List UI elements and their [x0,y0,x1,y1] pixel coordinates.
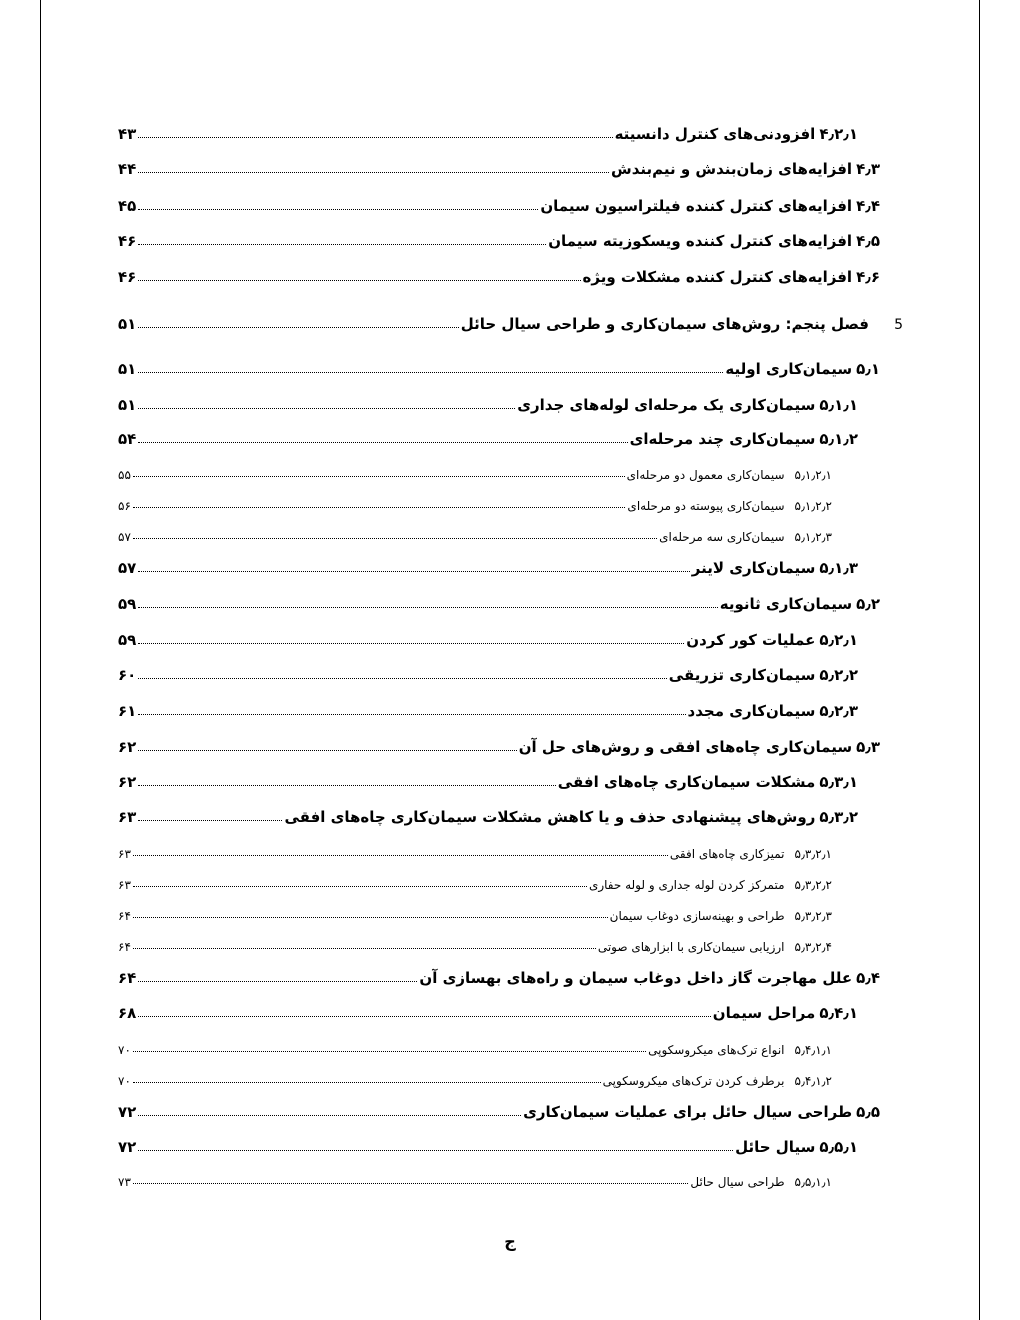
toc-entry-number: ۵٫۴٫۱ [819,1004,858,1022]
toc-entry[interactable] [118,555,880,577]
toc-entry-number: ۵٫۳٫۲٫۱ [794,847,832,861]
toc-entry[interactable] [118,769,880,791]
dot-leader [138,407,515,409]
toc-entry-title: سیمان‌کاری لاینر [691,559,816,577]
toc-entry-page: ۵۱ [118,315,137,333]
dot-leader [133,916,608,918]
dot-leader [133,506,626,508]
toc-entry-title: سیمان‌کاری سه مرحله‌ای [659,530,785,544]
toc-entry-number: ۵٫۵٫۱ [819,1138,858,1156]
dot-leader [138,606,717,608]
dot-leader [138,279,580,281]
toc-entry-number: ۵٫۵ [856,1103,880,1121]
toc-entry-title: علل مهاجرت گاز داخل دوغاب سیمان و راه‌های بهسازی آن [419,969,853,987]
toc-entry-number: ۵٫۳٫۲ [819,808,858,826]
toc-entry[interactable] [118,1066,880,1088]
toc-entry-title: طراحی سیال حائل [690,1175,785,1189]
toc-entry-page: ۵۱ [118,360,137,378]
toc-entry-title: افزایه‌های زمان‌بندش و نیم‌بندش [611,160,853,178]
toc-entry-title: متمرکز کردن لوله جداری و لوله حفاری [588,878,785,892]
toc-entry[interactable] [118,1099,880,1121]
dot-leader [138,1015,710,1017]
toc-entry-page: ۶۲ [118,773,137,791]
toc-entry[interactable] [118,804,880,826]
toc-entry-number: ۵٫۱٫۲٫۳ [794,530,832,544]
toc-entry-number: ۴٫۶ [856,268,880,286]
toc-entry-title: سیمان‌کاری یک مرحله‌ای لوله‌های جداری [517,396,816,414]
toc-entry-title: افزودنی‌های کنترل دانسیته [614,125,816,143]
toc-entry[interactable] [118,662,880,684]
toc-entry[interactable] [118,426,880,448]
toc-entry-page: ۶۳ [118,808,137,826]
toc-entry[interactable] [118,121,880,143]
dot-leader [138,1149,733,1151]
toc-entry-number: ۵٫۳٫۲٫۳ [794,909,832,923]
toc-entry-number: ۵٫۲٫۲ [819,666,858,684]
dot-leader [133,854,668,856]
toc-entry-title: روش‌های پیشنهادی حذف و یا کاهش مشکلات سیمان‌کاری چاه‌های افقی [284,808,816,826]
toc-entry-page: ۷۲ [118,1138,137,1156]
toc-entry-page: ۶۴ [118,940,131,954]
toc-entry-page: ۴۴ [118,160,137,178]
toc-entry-title: ارزیابی سیمان‌کاری با ابزارهای صوتی [597,940,785,954]
toc-entry-title: افزایه‌های کنترل کننده فیلتراسیون سیمان [540,197,853,215]
toc-entry-number: ۵٫۱٫۲٫۲ [794,499,832,513]
dot-leader [138,326,458,328]
toc-entry-page: ۶۴ [118,969,137,987]
toc-entry[interactable] [118,591,880,613]
toc-entry[interactable] [118,627,880,649]
dot-leader [138,713,685,715]
dot-leader [138,1114,521,1116]
dot-leader [138,642,684,644]
toc-entry-title: طراحی و بهینه‌سازی دوغاب سیمان [609,909,785,923]
dot-leader [133,1182,689,1184]
toc-entry-page: ۵۴ [118,430,137,448]
toc-entry-number: ۵٫۴ [856,969,880,987]
toc-entry-number: ۵٫۵٫۱٫۱ [794,1175,832,1189]
toc-entry[interactable] [118,356,880,378]
toc-entry[interactable] [118,228,880,250]
toc-entry-page: ۶۴ [118,909,131,923]
toc-entry-page: ۵۵ [118,468,131,482]
toc-entry-page: ۵۹ [118,631,137,649]
toc-entry-number: ۴٫۵ [856,232,880,250]
dot-leader [133,537,657,539]
toc-entry[interactable] [118,460,880,482]
toc-entry-page: ۵۷ [118,559,137,577]
toc-entry[interactable] [118,264,880,286]
dot-leader [133,1081,601,1083]
toc-entry[interactable] [118,839,880,861]
toc-entry-page: ۵۶ [118,499,131,513]
toc-entry-number: ۵٫۱٫۱ [819,396,858,414]
dot-leader [138,980,417,982]
toc-entry-page: ۶۳ [118,878,131,892]
toc-entry[interactable] [118,193,880,215]
toc-entry-number: ۵٫۱ [856,360,880,378]
toc-entry[interactable] [118,901,880,923]
toc-entry-title: افزایه‌های کنترل کننده مشکلات ویژه [582,268,853,286]
toc-entry-number: ۵٫۴٫۱٫۲ [794,1074,832,1088]
toc-entry-title: طراحی سیال حائل برای عملیات سیمان‌کاری [523,1103,853,1121]
toc-entry[interactable] [118,1035,880,1057]
toc-entry-title: سیمان‌کاری مجدد [687,702,816,720]
toc-entry-title: مشکلات سیمان‌کاری چاه‌های افقی [557,773,816,791]
toc-entry-number: ۵٫۱٫۲٫۱ [794,468,832,482]
dot-leader [138,441,627,443]
toc-entry-title: انواع ترک‌های میکروسکوپی [648,1043,785,1057]
toc-entry[interactable] [118,392,880,414]
toc-entry-title: سیمان‌کاری چند مرحله‌ای [629,430,816,448]
toc-chapter-title: فصل پنجم: روش‌های سیمان‌کاری و طراحی سیال حائل [460,315,869,333]
toc-entry[interactable] [118,734,880,756]
toc-entry-page: ۴۵ [118,197,137,215]
toc-entry-number: ۵٫۴٫۱٫۱ [794,1043,832,1057]
toc-entry-page: ۷۰ [118,1043,131,1057]
toc-entry-title: سیمان‌کاری چاه‌های افقی و روش‌های حل آن [518,738,853,756]
toc-entry-page: ۴۶ [118,232,137,250]
toc-entry-number: ۵٫۱٫۳ [819,559,858,577]
toc-entry-title: تمیزکاری چاه‌های افقی [669,847,785,861]
toc-entry-number: ۵٫۳٫۲٫۲ [794,878,832,892]
dot-leader [138,677,666,679]
toc-entry-number: ۵٫۳٫۲٫۴ [794,940,832,954]
toc-entry-number: ۵٫۳ [856,738,880,756]
toc-entry-title: افزایه‌های کنترل کننده ویسکوزیته سیمان [548,232,853,250]
dot-leader [133,885,587,887]
toc-entry-page: ۶۱ [118,702,137,720]
toc-chapter-number: 5 [894,317,903,333]
toc-entry-number: ۵٫۳٫۱ [819,773,858,791]
toc-entry-page: ۶۰ [118,666,137,684]
toc-entry-title: برطرف کردن ترک‌های میکروسکوپی [602,1074,785,1088]
toc-entry-title: سیمان‌کاری تزریقی [668,666,816,684]
toc-entry[interactable] [118,522,880,544]
page-border-left [40,0,41,1320]
toc-entry-title: سیمان‌کاری پیوسته دو مرحله‌ای [627,499,785,513]
toc-entry-page: ۷۰ [118,1074,131,1088]
toc-entry-title: سیمان‌کاری اولیه [725,360,853,378]
toc-entry-page: ۴۳ [118,125,137,143]
toc-entry-page: ۵۱ [118,396,137,414]
toc-entry-number: ۵٫۲٫۱ [819,631,858,649]
toc-entry-number: ۵٫۲٫۳ [819,702,858,720]
toc-entry-page: ۴۶ [118,268,137,286]
toc-entry[interactable] [118,1167,880,1189]
dot-leader [138,749,516,751]
toc-entry-page: ۶۳ [118,847,131,861]
dot-leader [138,819,282,821]
toc-entry[interactable] [118,1000,880,1022]
toc-entry[interactable] [118,965,880,987]
dot-leader [133,475,625,477]
toc-entry[interactable] [118,698,880,720]
dot-leader [138,136,612,138]
toc-entry-title: سیمان‌کاری ثانویه [719,595,853,613]
toc-entry-number: ۴٫۴ [856,197,880,215]
dot-leader [138,784,555,786]
page-number: ج [504,1232,516,1251]
toc-entry-title: عملیات کور کردن [686,631,816,649]
dot-leader [138,171,609,173]
toc-entry[interactable] [118,156,880,178]
toc-entry-page: ۶۸ [118,1004,137,1022]
dot-leader [133,947,596,949]
toc-entry-title: سیال حائل [735,1138,816,1156]
toc-entry[interactable] [118,870,880,892]
toc-entry-number: ۵٫۱٫۲ [819,430,858,448]
dot-leader [138,208,538,210]
dot-leader [138,371,723,373]
toc-entry-page: ۶۲ [118,738,137,756]
dot-leader [138,243,546,245]
toc-entry-title: سیمان‌کاری معمول دو مرحله‌ای [626,468,785,482]
toc-entry[interactable] [118,491,880,513]
toc-entry-page: ۵۷ [118,530,131,544]
toc-entry[interactable] [118,932,880,954]
dot-leader [133,1050,646,1052]
toc-entry-number: ۴٫۳ [856,160,880,178]
toc-entry-page: ۵۹ [118,595,137,613]
page-border-right [979,0,980,1320]
toc-entry-title: مراحل سیمان [712,1004,816,1022]
toc-entry[interactable] [118,1134,880,1156]
toc-chapter-entry[interactable] [118,311,903,333]
toc-entry-page: ۷۲ [118,1103,137,1121]
toc-entry-page: ۷۳ [118,1175,131,1189]
toc-entry-number: ۴٫۲٫۱ [819,125,858,143]
toc-entry-number: ۵٫۲ [856,595,880,613]
dot-leader [138,570,689,572]
